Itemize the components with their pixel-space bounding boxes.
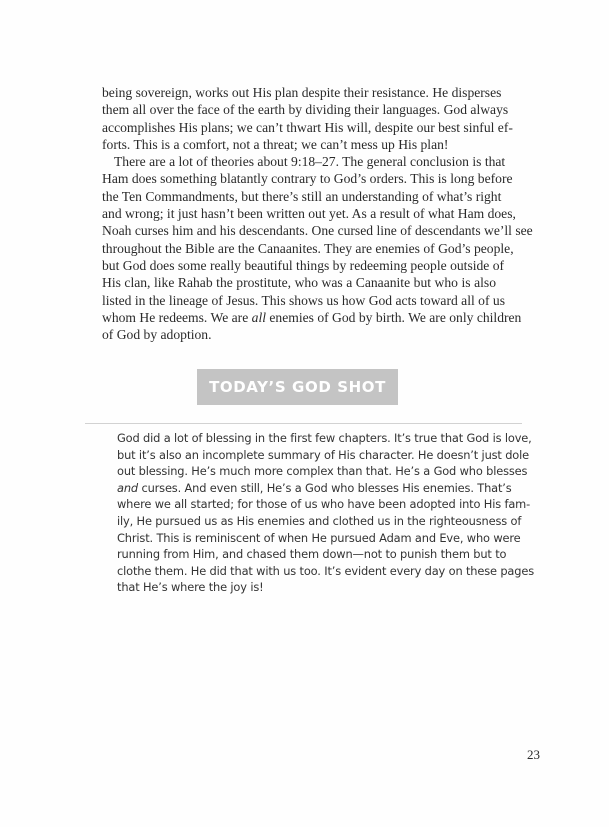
text-line: Christ. This is reminiscent of when He pursued Adam and Eve, who were [117,530,521,545]
paragraph [102,153,533,343]
god-shot-text [117,430,534,596]
text-run: whom He redeems. We are [102,309,252,325]
body-text [102,84,533,343]
text-line: listed in the lineage of Jesus. This shows us how God acts toward all of us [102,292,505,308]
text-line: God did a lot of blessing in the first few chapters. It’s true that God is love, [117,431,532,445]
text-line: Ham does something blatantly contrary to God’s orders. This is long before [102,171,513,187]
text-line: and wrong; it just hasn’t been written out yet. As a result of what Ham does, [102,206,516,222]
text-line: clothe them. He did that with us too. It’s evident every day on these pages [117,563,534,578]
text-line: There are a lot of theories about 9:18–27. The general conclusion is that [114,154,506,170]
divider [85,423,522,424]
text-line: Noah curses him and his descendants. One cursed line of descendants we’ll see [102,223,533,239]
text-run: enemies of God by birth. We are only children [266,309,522,325]
emphasis: and [117,480,138,495]
text-line: His clan, like Rahab the prostitute, who was a Canaanite but who is also [102,275,496,291]
text-line: but God does some really beautiful things by redeeming people outside of [102,257,505,273]
text-line: out blessing. He’s much more complex than that. He’s a God who blesses [117,464,528,479]
text-line: but it’s also an incomplete summary of His character. He doesn’t just dole [117,447,529,462]
text-line: running from Him, and chased them down—not to punish them but to [117,547,507,562]
page-number: 23 [527,747,540,762]
text-line [117,480,512,497]
emphasis: all [251,309,266,325]
text-line: the Ten Commandments, but there’s still an understanding of what’s right [102,188,502,204]
text-line: throughout the Bible are the Canaanites. They are enemies of God’s people, [102,240,514,256]
section-banner-label: TODAY’S GOD SHOT [209,378,386,396]
text-line: of God by adoption. [102,327,212,343]
text-line: where we all started; for those of us who have been adopted into His fam- [117,497,531,512]
paragraph [102,84,513,153]
text-line: being sovereign, works out His plan despite their resistance. He disperses [102,85,502,100]
text-line: ily, He pursued us as His enemies and clothed us in the righteousness of [117,513,522,528]
text-line: them all over the face of the earth by dividing their languages. God always [102,102,509,118]
text-line: accomplishes His plans; we can’t thwart His will, despite our best sinful ef- [102,119,513,135]
text-line: forts. This is a comfort, not a threat; we can’t mess up His plan! [102,136,449,152]
text-run: curses. And even still, He’s a God who blesses His enemies. That’s [137,480,512,495]
text-line: that He’s where the joy is! [117,580,264,595]
section-banner [197,369,398,405]
text-line [102,309,522,326]
